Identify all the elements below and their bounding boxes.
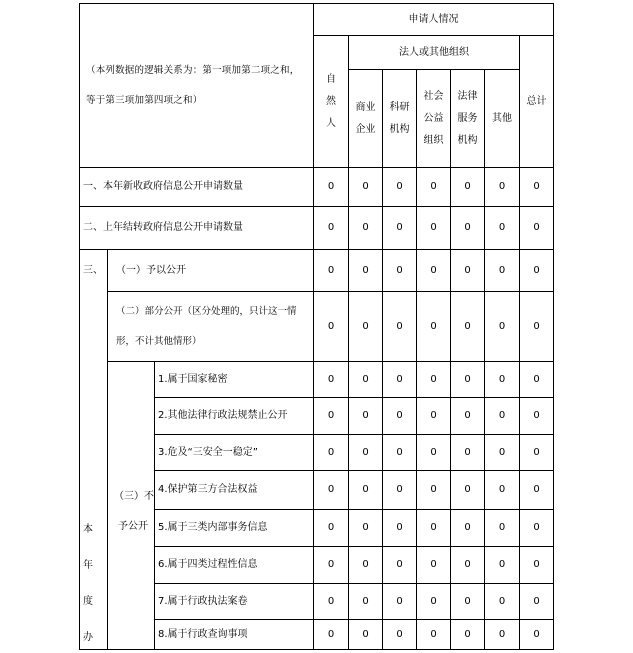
value-cell: 0 (416, 583, 451, 620)
value-cell: 0 (382, 619, 417, 650)
value-cell: 0 (450, 167, 485, 207)
value-cell: 0 (416, 397, 451, 435)
row-new-applications-label (79, 167, 314, 207)
value-cell: 0 (519, 470, 554, 510)
header-text: 科研 (389, 101, 410, 113)
value-cell: 0 (416, 470, 451, 510)
row-not-disclosed-group (107, 361, 155, 650)
value-cell: 0 (519, 361, 554, 398)
value-cell: 0 (382, 434, 417, 471)
social-welfare-org-header (416, 69, 451, 168)
value-cell: 0 (484, 509, 520, 547)
header-char: 人 (326, 117, 336, 129)
value-cell: 0 (416, 291, 451, 362)
value-cell: 0 (484, 470, 520, 510)
row-label: 4.保护第三方合法权益 (158, 484, 258, 495)
row-label: 2.其他法律行政法规禁止公开 (158, 410, 288, 421)
value-cell: 0 (348, 546, 383, 584)
value-cell: 0 (313, 470, 349, 510)
value-cell: 0 (348, 291, 383, 362)
row-label: 1.属于国家秘密 (158, 373, 228, 385)
applicant-group-header (313, 3, 554, 36)
not-disclosed-item-label (154, 619, 314, 650)
vertical-char: 本 (83, 524, 93, 535)
row-label: 7.属于行政执法案卷 (158, 595, 248, 607)
value-cell: 0 (484, 206, 520, 250)
value-cell: 0 (348, 434, 383, 471)
value-cell: 0 (348, 206, 383, 250)
value-cell: 0 (313, 249, 349, 292)
not-disclosed-item-label (154, 546, 314, 584)
value-cell: 0 (519, 434, 554, 471)
value-cell: 0 (519, 249, 554, 292)
value-cell: 0 (313, 291, 349, 362)
row-label: 8.属于行政查询事项 (158, 628, 248, 640)
value-cell: 0 (484, 397, 520, 435)
value-cell: 0 (313, 583, 349, 620)
row-label: 二、上年结转政府信息公开申请数量 (83, 222, 243, 233)
value-cell: 0 (382, 470, 417, 510)
value-cell: 0 (416, 546, 451, 584)
row-disclosed-label (107, 249, 314, 292)
value-cell: 0 (382, 249, 417, 292)
value-cell: 0 (313, 546, 349, 584)
commercial-enterprise-header (348, 69, 383, 168)
total-label: 总计 (526, 95, 547, 107)
value-cell: 0 (484, 249, 520, 292)
value-cell: 0 (348, 470, 383, 510)
value-cell: 0 (382, 361, 417, 398)
group-label-line1: （三）不 (114, 491, 154, 502)
total-header (519, 35, 554, 168)
value-cell: 0 (484, 434, 520, 471)
header-text: 企业 (355, 123, 376, 135)
value-cell: 0 (416, 361, 451, 398)
section3-vertical-text (83, 525, 93, 643)
value-cell: 0 (348, 619, 383, 650)
value-cell: 0 (450, 397, 485, 435)
not-disclosed-item-label (154, 583, 314, 620)
header-text: 商业 (355, 101, 376, 113)
header-char: 自 (326, 73, 336, 85)
other-org-header (484, 69, 520, 168)
value-cell: 0 (382, 509, 417, 547)
not-disclosed-item-label (154, 509, 314, 547)
value-cell: 0 (416, 619, 451, 650)
legal-service-org-header (450, 69, 485, 168)
value-cell: 0 (519, 619, 554, 650)
value-cell: 0 (484, 619, 520, 650)
row-label: 6.属于四类过程性信息 (158, 559, 258, 570)
value-cell: 0 (450, 361, 485, 398)
value-cell: 0 (519, 167, 554, 207)
header-text: 机构 (389, 123, 410, 135)
value-cell: 0 (313, 361, 349, 398)
header-text: 法律 (457, 90, 478, 102)
header-text: 组织 (423, 134, 444, 146)
group-label-line2: 予公开 (118, 521, 148, 532)
research-institution-header (382, 69, 417, 168)
row-label: 3.危及“三安全一稳定” (158, 446, 258, 458)
value-cell: 0 (519, 397, 554, 435)
row-carried-over-label (79, 206, 314, 250)
value-cell: 0 (313, 397, 349, 435)
value-cell: 0 (348, 167, 383, 207)
header-note-line1: （本列数据的逻辑关系为：第一项加第二项之和， (86, 65, 300, 76)
header-note-cell (79, 3, 314, 168)
value-cell: 0 (416, 206, 451, 250)
value-cell: 0 (348, 509, 383, 547)
value-cell: 0 (519, 546, 554, 584)
value-cell: 0 (313, 206, 349, 250)
value-cell: 0 (382, 167, 417, 207)
value-cell: 0 (382, 583, 417, 620)
vertical-char: 办 (83, 632, 93, 643)
value-cell: 0 (313, 619, 349, 650)
value-cell: 0 (484, 583, 520, 620)
value-cell: 0 (484, 291, 520, 362)
row-label: 一、本年新收政府信息公开申请数量 (83, 181, 243, 192)
value-cell: 0 (450, 291, 485, 362)
row-partially-disclosed-label (107, 291, 314, 362)
value-cell: 0 (313, 167, 349, 207)
value-cell: 0 (382, 206, 417, 250)
header-note-line2: 等于第三项加第四项之和） (86, 94, 203, 106)
header-text: 机构 (457, 134, 478, 146)
value-cell: 0 (416, 434, 451, 471)
value-cell: 0 (382, 291, 417, 362)
value-cell: 0 (484, 546, 520, 584)
value-cell: 0 (313, 509, 349, 547)
header-text: 社会 (423, 90, 444, 102)
not-disclosed-item-label (154, 470, 314, 510)
value-cell: 0 (348, 397, 383, 435)
value-cell: 0 (416, 249, 451, 292)
gov-info-disclosure-table (79, 3, 554, 650)
vertical-char: 度 (83, 596, 93, 607)
not-disclosed-item-label (154, 397, 314, 435)
value-cell: 0 (382, 546, 417, 584)
value-cell: 0 (313, 434, 349, 471)
section3-label: 三、 (83, 265, 103, 276)
value-cell: 0 (519, 206, 554, 250)
natural-person-header (313, 35, 349, 168)
row-label: 5.属于三类内部事务信息 (158, 522, 268, 533)
value-cell: 0 (450, 619, 485, 650)
value-cell: 0 (484, 167, 520, 207)
value-cell: 0 (416, 509, 451, 547)
applicant-group-label: 申请人情况 (408, 13, 459, 25)
value-cell: 0 (450, 546, 485, 584)
header-text: 公益 (423, 112, 444, 124)
value-cell: 0 (450, 470, 485, 510)
header-text: 服务 (457, 112, 478, 124)
value-cell: 0 (450, 583, 485, 620)
header-char: 然 (326, 95, 336, 107)
value-cell: 0 (348, 583, 383, 620)
value-cell: 0 (348, 361, 383, 398)
value-cell: 0 (416, 167, 451, 207)
other-label: 其他 (492, 112, 512, 124)
not-disclosed-item-label (154, 434, 314, 471)
value-cell: 0 (519, 291, 554, 362)
row-label-line1: （二）部分公开（区分处理的，只计这一情 (116, 306, 297, 317)
value-cell: 0 (348, 249, 383, 292)
not-disclosed-item-label (154, 361, 314, 398)
value-cell: 0 (382, 397, 417, 435)
value-cell: 0 (450, 249, 485, 292)
legal-entity-group-header (348, 35, 520, 70)
row-label: （一）予以公开 (116, 264, 186, 276)
vertical-char: 年 (83, 560, 93, 571)
row-label-line2: 形，不计其他情形） (116, 335, 202, 347)
value-cell: 0 (450, 206, 485, 250)
section3-column (79, 249, 108, 650)
legal-group-label: 法人或其他组织 (399, 46, 469, 58)
value-cell: 0 (484, 361, 520, 398)
value-cell: 0 (450, 434, 485, 471)
value-cell: 0 (519, 509, 554, 547)
value-cell: 0 (450, 509, 485, 547)
value-cell: 0 (519, 583, 554, 620)
